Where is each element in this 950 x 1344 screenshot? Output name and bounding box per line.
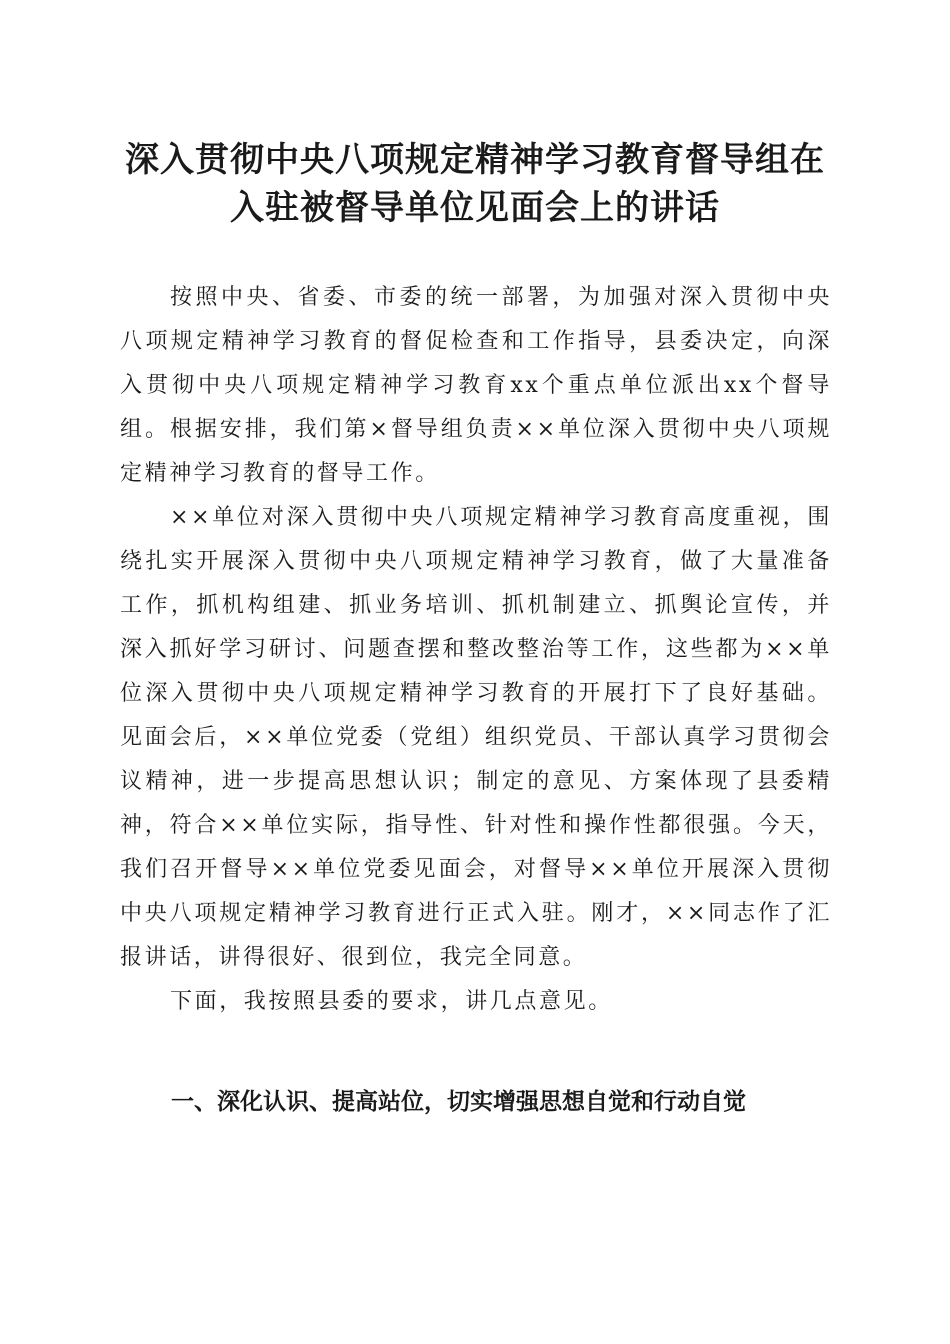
document-title bbox=[90, 136, 860, 232]
title-line-1: 深入贯彻中央八项规定精神学习教育督导组在 bbox=[125, 140, 825, 180]
section-heading: 一、深化认识、提高站位，切实增强思想自觉和行动自觉 bbox=[171, 1089, 746, 1115]
paragraph-1: 按照中央、省委、市委的统一部署，为加强对深入贯彻中央八项规定精神学习教育的督促检查和工作指导，县委决定，向深入贯彻中央八项规定精神学习教育xx个重点单位派出xx个督导组。根据安排，我们第×督导组负责××单位深入贯彻中央八项规定精神学习教育的督导工作。 bbox=[120, 285, 832, 486]
document-body bbox=[120, 276, 832, 1024]
paragraph-3: 下面，我按照县委的要求，讲几点意见。 bbox=[170, 989, 613, 1014]
paragraph-2: ××单位对深入贯彻中央八项规定精神学习教育高度重视，围绕扎实开展深入贯彻中央八项规定精神学习教育，做了大量准备工作，抓机构组建、抓业务培训、抓机制建立、抓舆论宣传，并深入抓好学习研讨、问题查摆和整改整治等工作，这些都为××单位深入贯彻中央八项规定精神学习教育的开展打下了良好基础。见面会后，××单位党委（党组）组织党员、干部认真学习贯彻会议精神，进一步提高思想认识；制定的意见、方案体现了县委精神，符合××单位实际，指导性、针对性和操作性都很强。今天，我们召开督导××单位党委见面会，对督导××单位开展深入贯彻中央八项规定精神学习教育进行正式入驻。刚才，××同志作了汇报讲话，讲得很好、很到位，我完全同意。 bbox=[120, 505, 832, 970]
title-line-2: 入驻被督导单位见面会上的讲话 bbox=[230, 188, 720, 228]
